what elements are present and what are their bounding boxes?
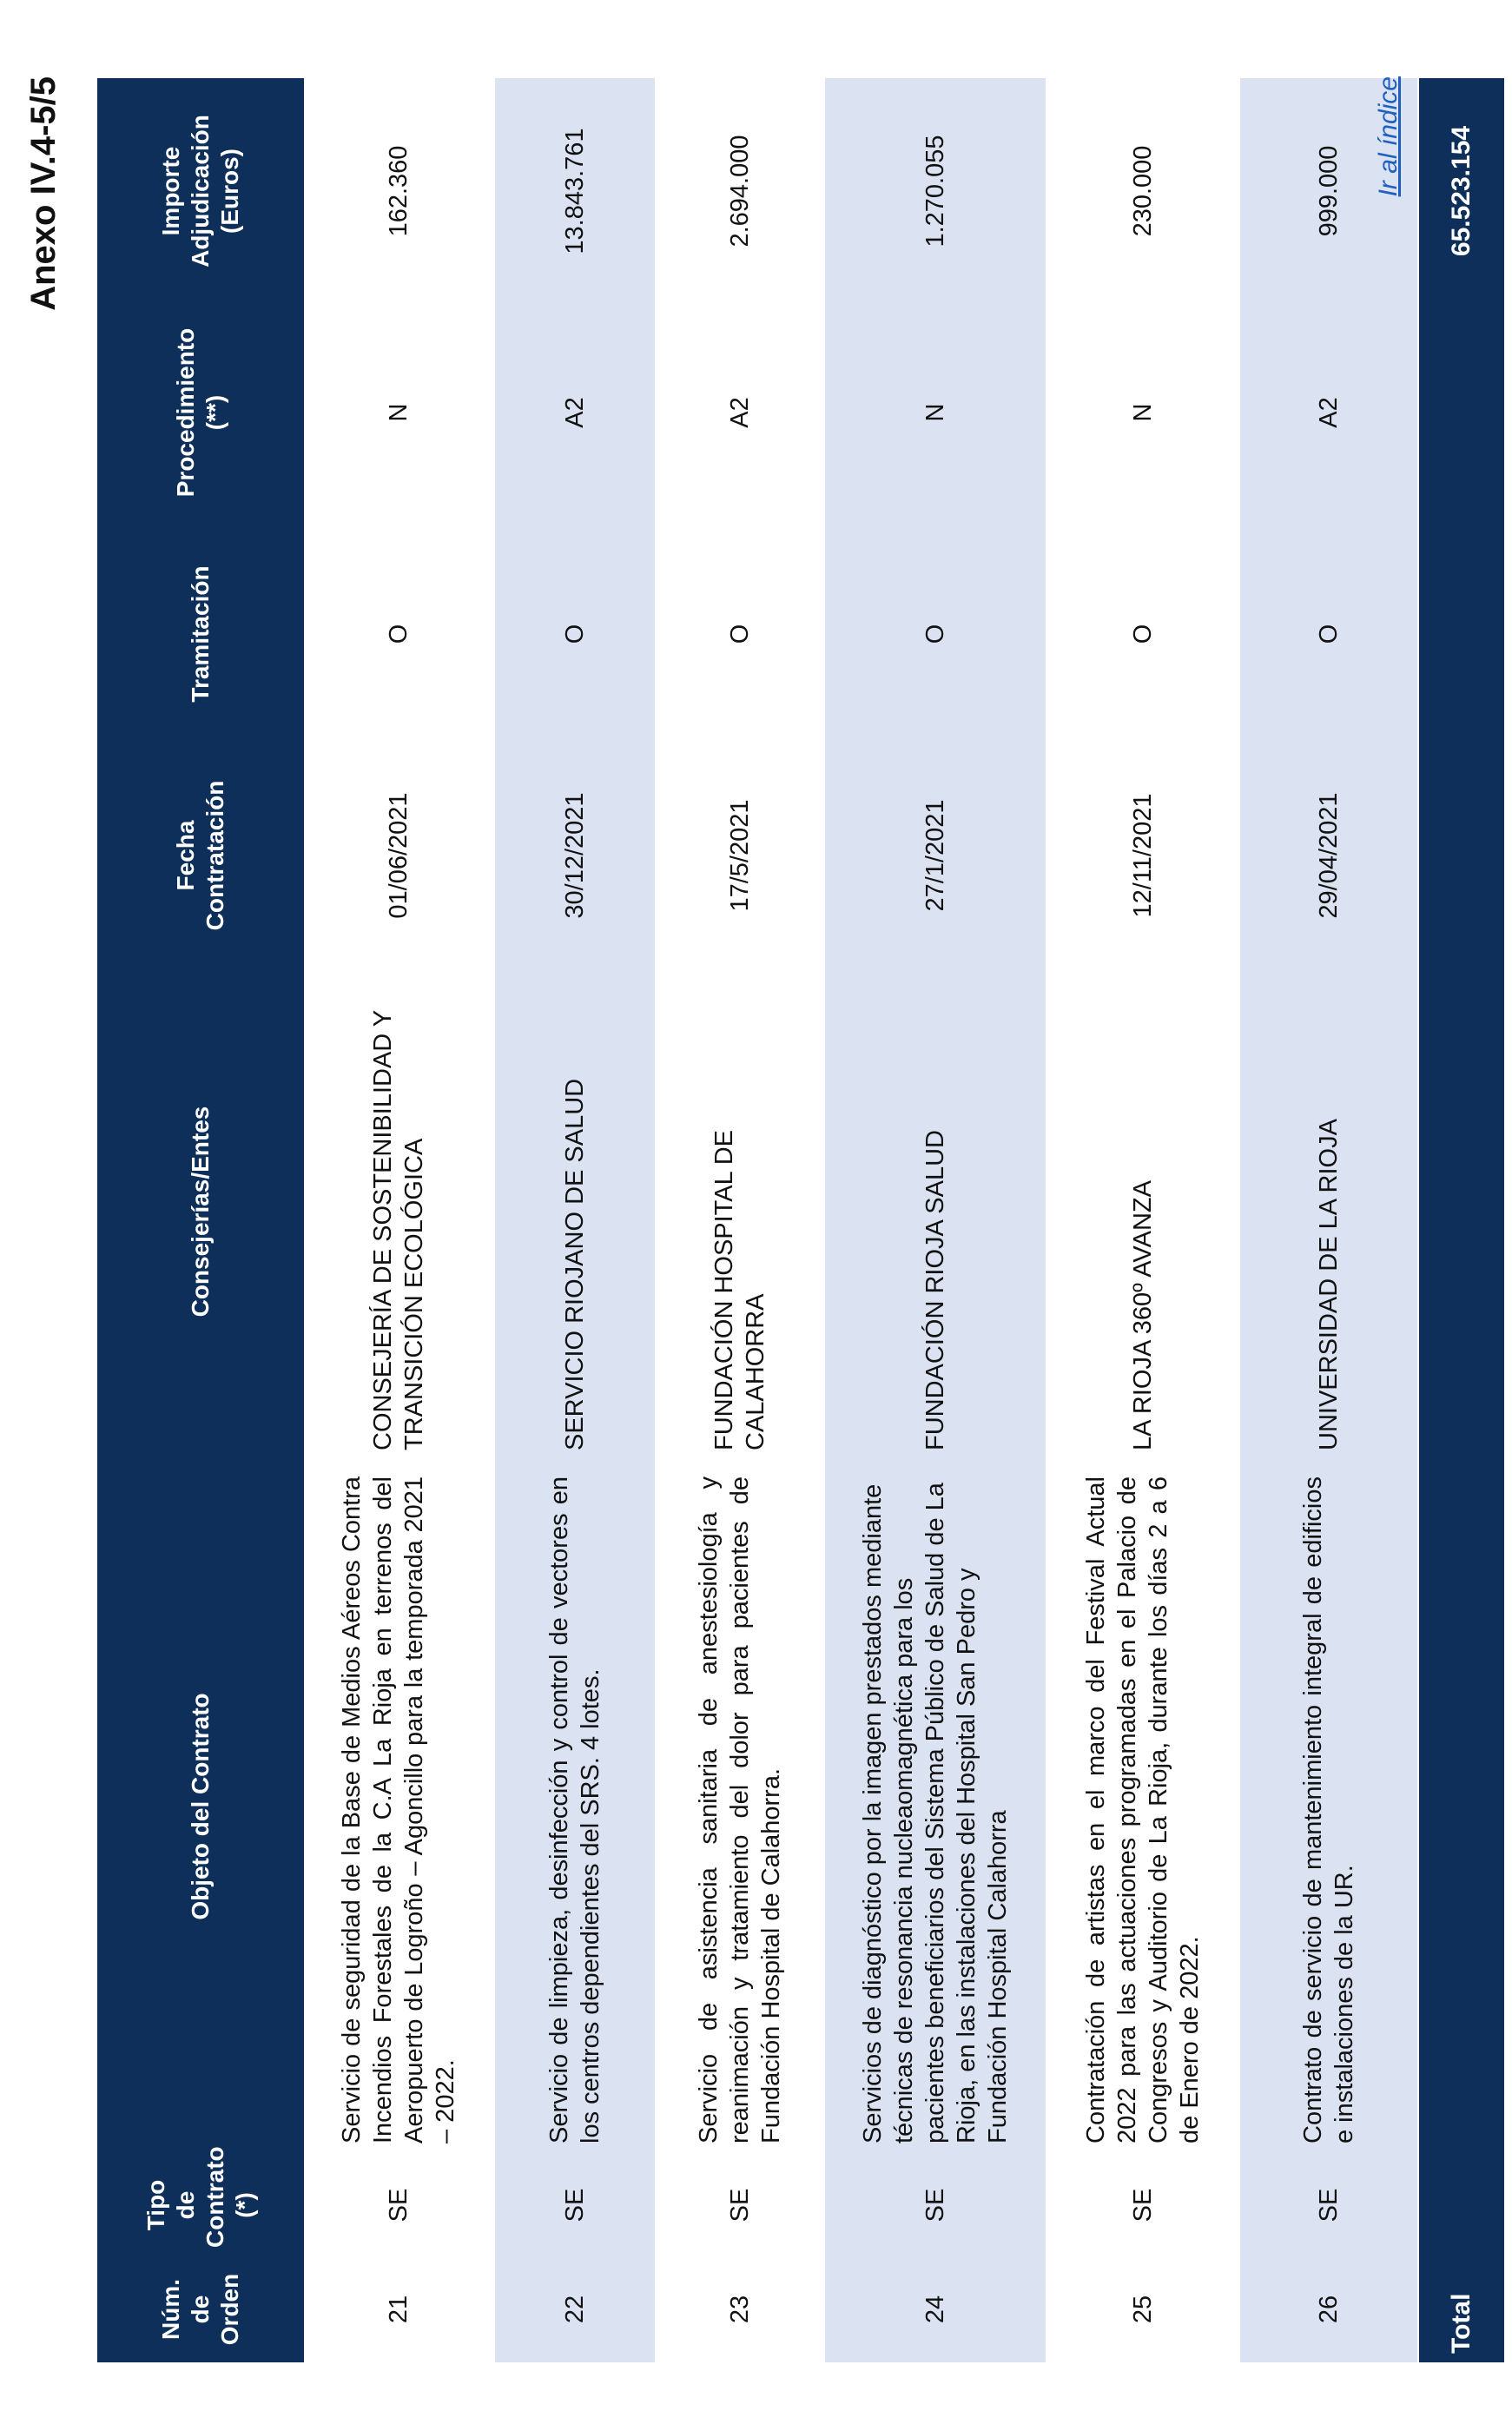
row-tipo: SE [304,2154,494,2256]
row-procedimiento: A2 [656,304,824,521]
row-procedimiento: N [1047,304,1239,521]
table-row [304,78,494,2362]
row-tipo: SE [494,2154,656,2256]
table-row [824,78,1047,2362]
row-importe: 1.270.055 [824,78,1047,304]
row-ente: SERVICIO RIOJANO DE SALUD [494,964,656,1459]
row-ente: CONSEJERÍA DE SOSTENIBILIDAD Y TRANSICIÓN ECOLÓGICA [304,964,494,1459]
row-importe: 2.694.000 [656,78,824,304]
row-tipo: SE [1239,2154,1418,2256]
table-row [1239,78,1418,2362]
row-num: 22 [494,2256,656,2362]
index-link[interactable]: Ir al índice [1374,76,1403,197]
total-spacer [1418,747,1505,964]
header-procedimiento: Procedimiento (**) [97,304,304,521]
header-tipo-contrato: Tipo de Contrato (*) [97,2154,304,2256]
table-row [1047,78,1239,2362]
row-tramitacion: O [494,521,656,747]
row-fecha: 17/5/2021 [656,747,824,964]
row-objeto: Servicios de diagnóstico por la imagen prestados mediante técnicas de resonancia nucleaomagnética para los pacientes beneficiarios del Sistema Público de Salud de La Rioja, en las instalaciones del Hospital San Pedro y Fundación Hospital Calahorra [824,1459,1047,2154]
row-tipo: SE [1047,2154,1239,2256]
table-row [494,78,656,2362]
row-fecha: 12/11/2021 [1047,747,1239,964]
row-num: 24 [824,2256,1047,2362]
row-importe: 999.000 [1239,78,1418,304]
row-tipo: SE [656,2154,824,2256]
row-num: 23 [656,2256,824,2362]
table-row [656,78,824,2362]
total-spacer [1418,2154,1505,2256]
header-objeto: Objeto del Contrato [97,1459,304,2154]
row-tramitacion: O [656,521,824,747]
total-label: Total [1418,2256,1505,2362]
total-row [1418,78,1505,2362]
row-objeto: Contratación de artistas en el marco del Festival Actual 2022 para las actuaciones programadas en el Palacio de Congresos y Auditorio de La Rioja, durante los días 2 a 6 de Enero de 2022. [1047,1459,1239,2154]
row-ente: LA RIOJA 360º AVANZA [1047,964,1239,1459]
row-tramitacion: O [1047,521,1239,747]
total-spacer [1418,304,1505,521]
row-ente: FUNDACIÓN HOSPITAL DE CALAHORRA [656,964,824,1459]
row-fecha: 29/04/2021 [1239,747,1418,964]
row-num: 26 [1239,2256,1418,2362]
row-fecha: 30/12/2021 [494,747,656,964]
total-value: 65.523.154 [1418,78,1505,304]
total-spacer [1418,521,1505,747]
row-fecha: 01/06/2021 [304,747,494,964]
row-tipo: SE [824,2154,1047,2256]
row-importe: 162.360 [304,78,494,304]
row-num: 25 [1047,2256,1239,2362]
row-tramitacion: O [1239,521,1418,747]
row-importe: 13.843.761 [494,78,656,304]
contracts-table [97,78,1506,2362]
row-procedimiento: N [824,304,1047,521]
row-tramitacion: O [824,521,1047,747]
header-row [97,78,304,2362]
total-spacer [1418,1459,1505,2154]
header-consejerias: Consejerías/Entes [97,964,304,1459]
total-spacer [1418,964,1505,1459]
row-objeto: Contrato de servicio de mantenimiento integral de edificios e instalaciones de la UR. [1239,1459,1418,2154]
row-importe: 230.000 [1047,78,1239,304]
row-tramitacion: O [304,521,494,747]
header-tramitacion: Tramitación [97,521,304,747]
page-title: Anexo IV.4-5/5 [24,76,63,311]
row-ente: FUNDACIÓN RIOJA SALUD [824,964,1047,1459]
row-procedimiento: N [304,304,494,521]
header-num-orden: Núm. de Orden [97,2256,304,2362]
header-importe: Importe Adjudicación (Euros) [97,78,304,304]
row-procedimiento: A2 [1239,304,1418,521]
row-ente: UNIVERSIDAD DE LA RIOJA [1239,964,1418,1459]
header-fecha: Fecha Contratación [97,747,304,964]
row-objeto: Servicio de asistencia sanitaria de anestesiología y reanimación y tratamiento del dolor para pacientes de Fundación Hospital de Calahorra. [656,1459,824,2154]
row-fecha: 27/1/2021 [824,747,1047,964]
row-objeto: Servicio de seguridad de la Base de Medios Aéreos Contra Incendios Forestales de la C.A La Rioja en terrenos del Aeropuerto de Logroño – Agoncillo para la temporada 2021 – 2022. [304,1459,494,2154]
row-num: 21 [304,2256,494,2362]
row-objeto: Servicio de limpieza, desinfección y control de vectores en los centros dependientes del SRS. 4 lotes. [494,1459,656,2154]
row-procedimiento: A2 [494,304,656,521]
